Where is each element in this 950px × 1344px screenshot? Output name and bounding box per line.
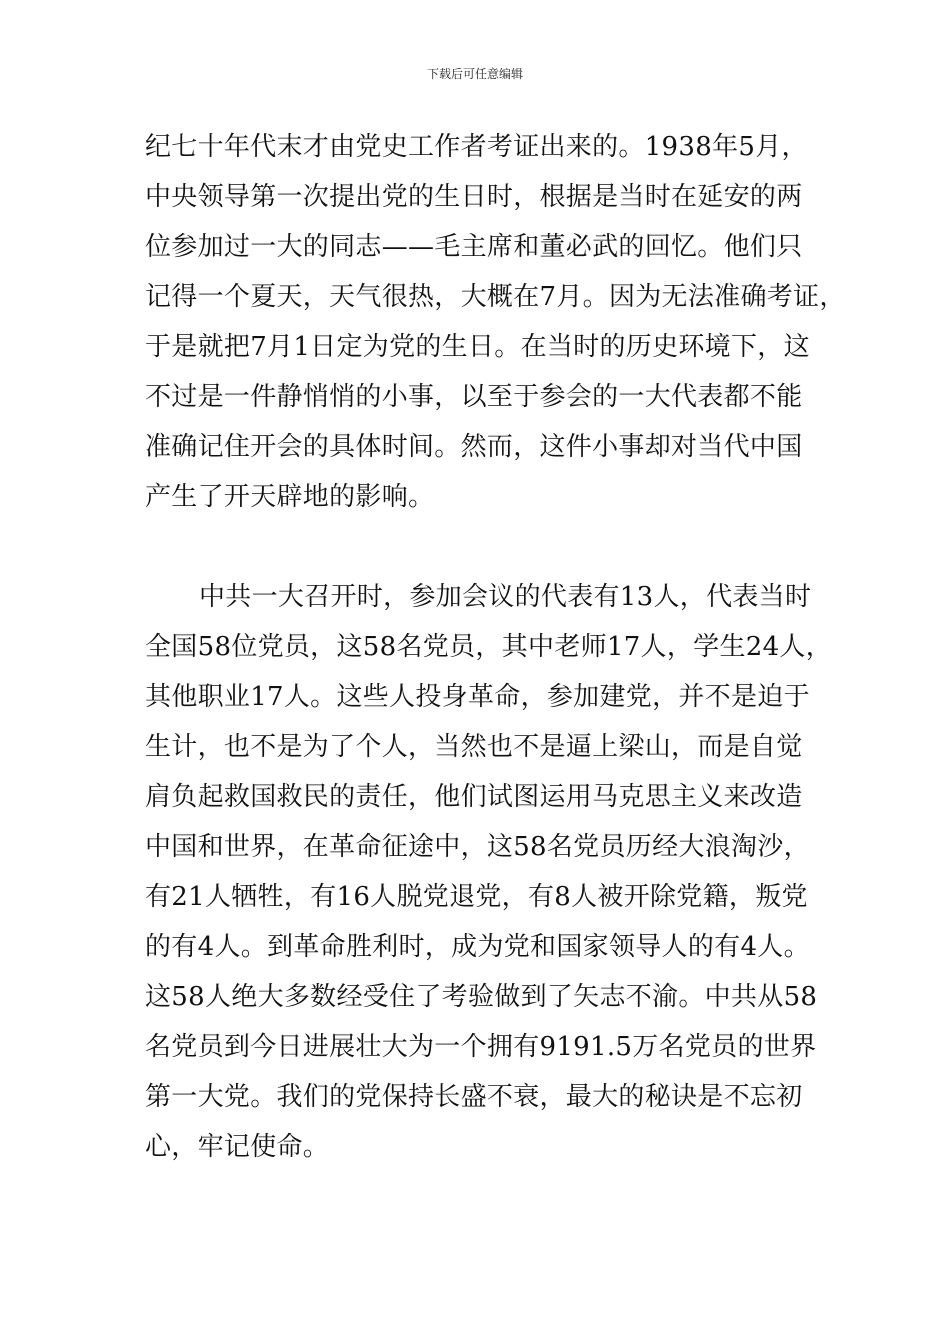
paragraph-line: 于是就把7月1日定为党的生日。在当时的历史环境下，这 xyxy=(145,332,810,362)
paragraph-line: 其他职业17人。这些人投身革命，参加建党，并不是迫于 xyxy=(145,682,810,712)
paragraph-line: 这58人绝大多数经受住了考验做到了矢志不渝。中共从58 xyxy=(145,982,818,1012)
page-header-note: 下载后可任意编辑 xyxy=(426,67,523,81)
paragraph-line: 位参加过一大的同志——毛主席和董必武的回忆。他们只 xyxy=(145,232,803,262)
paragraph-line: 记得一个夏天，天气很热，大概在7月。因为无法准确考证， xyxy=(145,282,846,312)
paragraph-line: 名党员到今日进展壮大为一个拥有9191.5万名党员的世界 xyxy=(145,1032,817,1062)
paragraph-1 xyxy=(145,122,846,522)
paragraph-line: 纪七十年代末才由党史工作者考证出来的。1938年5月， xyxy=(145,132,808,162)
paragraph-line: 不过是一件静悄悄的小事，以至于参会的一大代表都不能 xyxy=(145,382,803,412)
paragraph-line: 中央领导第一次提出党的生日时，根据是当时在延安的两 xyxy=(145,182,803,212)
paragraph-line: 产生了开天辟地的影响。 xyxy=(145,482,435,512)
paragraph-line: 中国和世界，在革命征途中，这58名党员历经大浪淘沙， xyxy=(145,832,810,862)
paragraph-line: 全国58位党员，这58名党员，其中老师17人，学生24人， xyxy=(145,632,833,662)
paragraph-line: 的有4人。到革命胜利时，成为党和国家领导人的有4人。 xyxy=(145,932,810,962)
paragraph-line: 生计，也不是为了个人，当然也不是逼上梁山，而是自觉 xyxy=(145,732,803,762)
paragraph-line: 第一大党。我们的党保持长盛不衰，最大的秘诀是不忘初 xyxy=(145,1082,803,1112)
paragraph-line: 中共一大召开时，参加会议的代表有13人，代表当时 xyxy=(199,582,812,612)
paragraph-line: 心，牢记使命。 xyxy=(145,1132,330,1162)
paragraph-line: 准确记住开会的具体时间。然而，这件小事却对当代中国 xyxy=(145,432,803,462)
paragraph-line: 肩负起救国救民的责任，他们试图运用马克思主义来改造 xyxy=(145,782,803,812)
paragraph-2 xyxy=(145,572,833,1172)
paragraph-line: 有21人牺牲，有16人脱党退党，有8人被开除党籍，叛党 xyxy=(145,882,808,912)
